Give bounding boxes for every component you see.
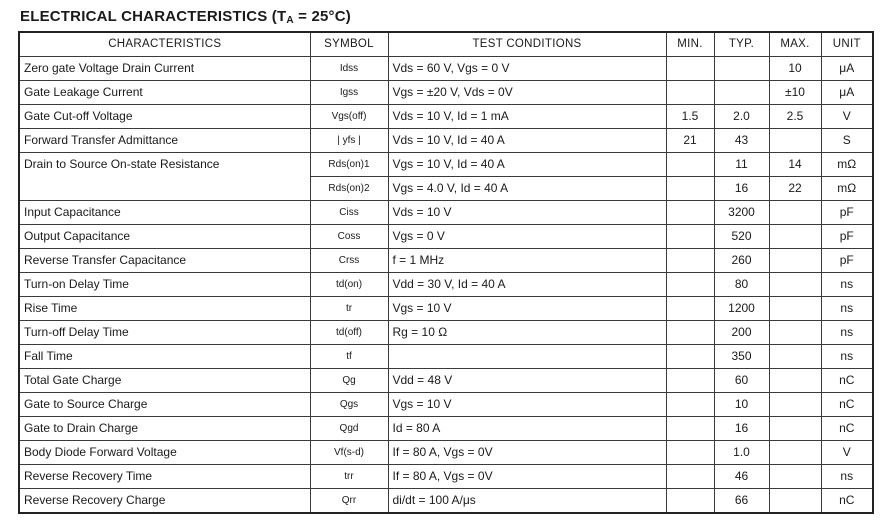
unit-cell: nC <box>821 489 873 514</box>
max-cell <box>769 441 821 465</box>
unit-cell: pF <box>821 249 873 273</box>
typ-cell: 43 <box>714 129 769 153</box>
characteristic-cell: Drain to Source On-state Resistance <box>19 153 310 201</box>
symbol-cell: Vgs(off) <box>310 105 388 129</box>
symbol-cell: Igss <box>310 81 388 105</box>
min-cell: 21 <box>666 129 714 153</box>
symbol-cell: tf <box>310 345 388 369</box>
table-row <box>19 81 873 105</box>
table-row <box>19 273 873 297</box>
symbol-cell: td(on) <box>310 273 388 297</box>
characteristic-cell: Fall Time <box>19 345 310 369</box>
typ-cell: 2.0 <box>714 105 769 129</box>
min-cell <box>666 297 714 321</box>
characteristic-cell: Zero gate Voltage Drain Current <box>19 57 310 81</box>
min-cell <box>666 417 714 441</box>
typ-cell: 200 <box>714 321 769 345</box>
characteristic-cell: Gate Leakage Current <box>19 81 310 105</box>
max-cell: 10 <box>769 57 821 81</box>
characteristic-cell: Forward Transfer Admittance <box>19 129 310 153</box>
table-row <box>19 393 873 417</box>
test-condition-cell <box>388 345 666 369</box>
typ-cell: 60 <box>714 369 769 393</box>
max-cell <box>769 321 821 345</box>
header-row <box>19 32 873 57</box>
typ-cell: 260 <box>714 249 769 273</box>
symbol-cell: Ciss <box>310 201 388 225</box>
symbol-cell: Qgs <box>310 393 388 417</box>
symbol-cell: td(off) <box>310 321 388 345</box>
symbol-cell: trr <box>310 465 388 489</box>
typ-cell <box>714 81 769 105</box>
characteristic-cell: Rise Time <box>19 297 310 321</box>
max-cell <box>769 225 821 249</box>
unit-cell: nC <box>821 369 873 393</box>
test-condition-cell: Vds = 60 V, Vgs = 0 V <box>388 57 666 81</box>
header-max: MAX. <box>769 32 821 57</box>
unit-cell: V <box>821 441 873 465</box>
table-row <box>19 129 873 153</box>
max-cell <box>769 489 821 514</box>
symbol-cell: Vf(s-d) <box>310 441 388 465</box>
max-cell: 2.5 <box>769 105 821 129</box>
header-typ: TYP. <box>714 32 769 57</box>
min-cell <box>666 153 714 177</box>
max-cell <box>769 369 821 393</box>
test-condition-cell: Vds = 10 V <box>388 201 666 225</box>
symbol-cell: Rds(on)1 <box>310 153 388 177</box>
test-condition-cell: Id = 80 A <box>388 417 666 441</box>
min-cell <box>666 489 714 514</box>
test-condition-cell: Vgs = 10 V, Id = 40 A <box>388 153 666 177</box>
test-condition-cell: di/dt = 100 A/μs <box>388 489 666 514</box>
table-row <box>19 489 873 514</box>
header-min: MIN. <box>666 32 714 57</box>
characteristic-cell: Gate to Drain Charge <box>19 417 310 441</box>
symbol-cell: Rds(on)2 <box>310 177 388 201</box>
typ-cell: 80 <box>714 273 769 297</box>
characteristic-cell: Reverse Transfer Capacitance <box>19 249 310 273</box>
characteristic-cell: Body Diode Forward Voltage <box>19 441 310 465</box>
min-cell <box>666 273 714 297</box>
table-row <box>19 321 873 345</box>
unit-cell: μA <box>821 57 873 81</box>
header-characteristics: CHARACTERISTICS <box>19 32 310 57</box>
max-cell <box>769 129 821 153</box>
min-cell <box>666 201 714 225</box>
table-row <box>19 225 873 249</box>
symbol-cell: Idss <box>310 57 388 81</box>
characteristic-cell: Reverse Recovery Charge <box>19 489 310 514</box>
test-condition-cell: Rg = 10 Ω <box>388 321 666 345</box>
unit-cell: pF <box>821 201 873 225</box>
table-title: ELECTRICAL CHARACTERISTICS $(T_A = 25^\circ C)$ <box>20 8 351 26</box>
symbol-cell: | yfs | <box>310 129 388 153</box>
unit-cell: S <box>821 129 873 153</box>
unit-cell: V <box>821 105 873 129</box>
test-condition-cell: Vgs = ±20 V, Vds = 0V <box>388 81 666 105</box>
table-row <box>19 249 873 273</box>
typ-cell: 3200 <box>714 201 769 225</box>
characteristic-cell: Turn-on Delay Time <box>19 273 310 297</box>
typ-cell: 350 <box>714 345 769 369</box>
typ-cell: 1200 <box>714 297 769 321</box>
max-cell: 14 <box>769 153 821 177</box>
min-cell <box>666 177 714 201</box>
unit-cell: ns <box>821 465 873 489</box>
test-condition-cell: Vds = 10 V, Id = 40 A <box>388 129 666 153</box>
max-cell <box>769 465 821 489</box>
unit-cell: mΩ <box>821 153 873 177</box>
typ-cell: 11 <box>714 153 769 177</box>
characteristic-cell: Gate to Source Charge <box>19 393 310 417</box>
table-row <box>19 441 873 465</box>
min-cell <box>666 249 714 273</box>
typ-cell: 16 <box>714 417 769 441</box>
unit-cell: nC <box>821 393 873 417</box>
max-cell <box>769 249 821 273</box>
table-row <box>19 345 873 369</box>
min-cell <box>666 369 714 393</box>
test-condition-cell: Vdd = 48 V <box>388 369 666 393</box>
max-cell <box>769 417 821 441</box>
symbol-cell: Coss <box>310 225 388 249</box>
unit-cell: ns <box>821 321 873 345</box>
table-row <box>19 369 873 393</box>
table-row <box>19 105 873 129</box>
unit-cell: ns <box>821 345 873 369</box>
table-row <box>19 465 873 489</box>
typ-cell: 520 <box>714 225 769 249</box>
characteristic-cell: Gate Cut-off Voltage <box>19 105 310 129</box>
characteristic-cell: Turn-off Delay Time <box>19 321 310 345</box>
min-cell <box>666 321 714 345</box>
typ-cell: 1.0 <box>714 441 769 465</box>
max-cell <box>769 345 821 369</box>
min-cell <box>666 393 714 417</box>
unit-cell: pF <box>821 225 873 249</box>
unit-cell: mΩ <box>821 177 873 201</box>
table-row <box>19 57 873 81</box>
test-condition-cell: Vdd = 30 V, Id = 40 A <box>388 273 666 297</box>
test-condition-cell: Vgs = 10 V <box>388 393 666 417</box>
test-condition-cell: Vds = 10 V, Id = 1 mA <box>388 105 666 129</box>
max-cell: ±10 <box>769 81 821 105</box>
min-cell: 1.5 <box>666 105 714 129</box>
header-symbol: SYMBOL <box>310 32 388 57</box>
unit-cell: ns <box>821 297 873 321</box>
min-cell <box>666 465 714 489</box>
test-condition-cell: Vgs = 4.0 V, Id = 40 A <box>388 177 666 201</box>
min-cell <box>666 57 714 81</box>
table-row <box>19 297 873 321</box>
max-cell <box>769 201 821 225</box>
table-row <box>19 417 873 441</box>
test-condition-cell: If = 80 A, Vgs = 0V <box>388 465 666 489</box>
max-cell <box>769 273 821 297</box>
symbol-cell: Qrr <box>310 489 388 514</box>
characteristic-cell: Input Capacitance <box>19 201 310 225</box>
min-cell <box>666 225 714 249</box>
min-cell <box>666 81 714 105</box>
table-row <box>19 201 873 225</box>
symbol-cell: Qgd <box>310 417 388 441</box>
symbol-cell: Crss <box>310 249 388 273</box>
max-cell <box>769 393 821 417</box>
test-condition-cell: If = 80 A, Vgs = 0V <box>388 441 666 465</box>
symbol-cell: tr <box>310 297 388 321</box>
test-condition-cell: Vgs = 10 V <box>388 297 666 321</box>
electrical-characteristics-table <box>18 31 874 514</box>
table-row <box>19 153 873 177</box>
unit-cell: ns <box>821 273 873 297</box>
header-test-conditions: TEST CONDITIONS <box>388 32 666 57</box>
typ-cell: 66 <box>714 489 769 514</box>
min-cell <box>666 345 714 369</box>
max-cell <box>769 297 821 321</box>
header-unit: UNIT <box>821 32 873 57</box>
typ-cell: 16 <box>714 177 769 201</box>
max-cell: 22 <box>769 177 821 201</box>
symbol-cell: Qg <box>310 369 388 393</box>
test-condition-cell: Vgs = 0 V <box>388 225 666 249</box>
characteristic-cell: Total Gate Charge <box>19 369 310 393</box>
unit-cell: μA <box>821 81 873 105</box>
test-condition-cell: f = 1 MHz <box>388 249 666 273</box>
typ-cell: 46 <box>714 465 769 489</box>
characteristic-cell: Output Capacitance <box>19 225 310 249</box>
unit-cell: nC <box>821 417 873 441</box>
typ-cell: 10 <box>714 393 769 417</box>
min-cell <box>666 441 714 465</box>
typ-cell <box>714 57 769 81</box>
characteristic-cell: Reverse Recovery Time <box>19 465 310 489</box>
